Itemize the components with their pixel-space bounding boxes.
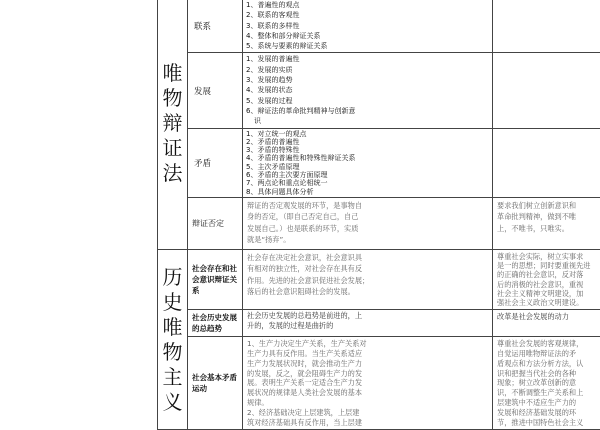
- list-item: 2、矛盾的普遍性: [246, 138, 488, 146]
- cell-empty: [493, 128, 600, 197]
- list-item: 7、两点论和重点论相统一: [246, 179, 488, 187]
- row-trend: [158, 310, 600, 337]
- topic-negation: 辩证否定: [188, 197, 243, 249]
- content-negation: 辩证的否定观发展的环节，是事物自 身的否定，（即自己否定自己，自己 发展自己。）也是联系的环节，实质 就是“扬弃”。: [243, 197, 493, 249]
- guidance-existence: 尊重社会实际，树立实事求 是一的思想；同时要重视先进 的正确的社会意识，反对落 后的消极的社会意识，重视 社会主义精神文明建设，加 强社会主义政治文明建设。: [493, 249, 600, 309]
- row-basic-contradiction: [158, 337, 600, 430]
- guidance-basic-contradiction: 尊重社会发展的客观规律， 自觉运用唯物辩证法的矛 盾观点和方法分析方法，认 识和把握当代社会的各种 现象；树立改革创新的意 识，不断调整生产关系和上 层建筑中不适应生产力的 发展和经济基础发展的环 节，推进中国特色社会主义: [493, 337, 600, 430]
- list-item: 6、辩证法的革命批判精神与创新意: [246, 106, 488, 116]
- list-item: 3、发展的趋势: [246, 75, 488, 85]
- list-item: 3、联系的多样性: [246, 21, 488, 31]
- list-item: 1、发展的普遍性: [246, 54, 488, 64]
- row-connection: [158, 0, 600, 53]
- topic-basic-contradiction: 社会基本矛盾运动: [188, 337, 243, 430]
- list-item: 4、矛盾的普遍性和特殊性辩证关系: [246, 154, 488, 162]
- list-item: 5、发展的过程: [246, 96, 488, 106]
- row-existence: [158, 249, 600, 309]
- cell-empty: [493, 53, 600, 128]
- list-item: 5、系统与要素的辩证关系: [246, 41, 488, 51]
- section-title-dialectics: 唯 物 辩 证 法: [158, 0, 188, 249]
- row-development: [158, 53, 600, 128]
- list-item: 1、对立统一的观点: [246, 130, 488, 138]
- cell-empty: [493, 0, 600, 53]
- section-title-historical: 历 史 唯 物 主 义: [158, 249, 188, 429]
- philosophy-table: [157, 0, 600, 430]
- list-item: 2、发展的实质: [246, 65, 488, 75]
- guidance-trend: 改革是社会发展的动力: [493, 310, 600, 337]
- content-basic-contradiction: 1、生产力决定生产关系，生产关系对 生产力具有反作用。当生产关系适应 生产力发展状况时，就会推动生产力 的发展，反之，就会阻碍生产力的发 展。表明生产关系一定适合生产力发 展状况的规律是人类社会发展的基本 规律。 2、经济基础决定上层建筑，上层建 筑对经济基础具有反作用，当上层建: [243, 337, 493, 430]
- list-contradiction: [243, 128, 493, 197]
- topic-contradiction: 矛盾: [188, 128, 243, 197]
- list-item: 1、普遍性的观点: [246, 0, 488, 10]
- list-item: 5、主次矛盾原理: [246, 163, 488, 171]
- list-item: 4、发展的状态: [246, 85, 488, 95]
- list-item: 识: [246, 116, 488, 126]
- list-connection: [243, 0, 493, 53]
- content-trend: 社会历史发展的总趋势是前进的，上 升的，发展的过程是曲折的: [243, 310, 493, 337]
- topic-existence: 社会存在和社会意识辩证关系: [188, 249, 243, 309]
- row-negation: [158, 197, 600, 249]
- list-item: 4、整体和部分辩证关系: [246, 31, 488, 41]
- topic-trend: 社会历史发展的总趋势: [188, 310, 243, 337]
- list-item: 3、矛盾的特殊性: [246, 146, 488, 154]
- list-development: [243, 53, 493, 128]
- guidance-negation: 要求我们树立创新意识和 革命批判精神，做到不唯 上，不唯书，只唯实。: [493, 197, 600, 249]
- list-item: 2、联系的客观性: [246, 10, 488, 20]
- topic-development: 发展: [188, 53, 243, 128]
- list-item: 6、矛盾的主次要方面原理: [246, 171, 488, 179]
- content-existence: 社会存在决定社会意识，社会意识具 有相对的独立性，对社会存在具有反 作用。先进的社会意识促进社会发展； 落后的社会意识阻碍社会的发展。: [243, 249, 493, 309]
- list-item: 8、具体问题具体分析: [246, 188, 488, 196]
- row-contradiction: [158, 128, 600, 197]
- topic-connection: 联系: [188, 0, 243, 53]
